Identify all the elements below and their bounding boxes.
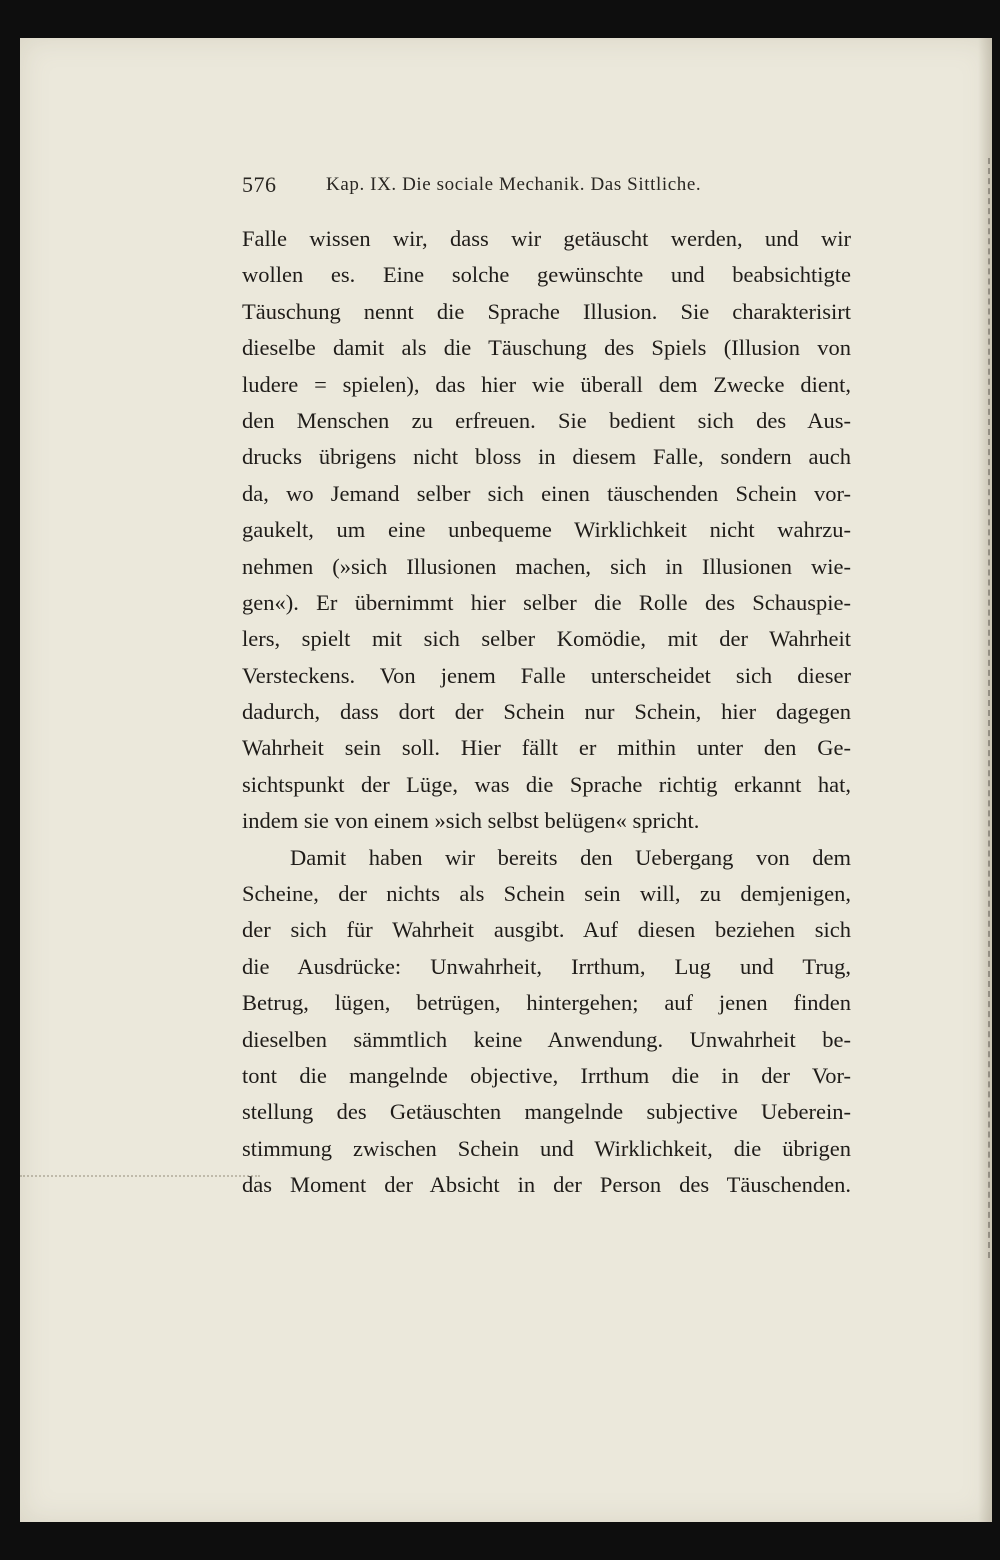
text-line: Scheine, der nichts als Schein sein will, zu demjenigen,: [242, 881, 851, 907]
text-line: Damit haben wir bereits den Uebergang von dem: [290, 844, 851, 870]
body-text: [242, 221, 851, 1204]
page-number: 576: [242, 172, 277, 197]
text-line: wollen es. Eine solche gewünschte und beabsichtigte: [242, 262, 851, 288]
text-line: stimmung zwischen Schein und Wirklichkeit, die übrigen: [242, 1135, 851, 1161]
text-line: stellung des Getäuschten mangelnde subjective Ueberein-: [242, 1099, 851, 1125]
text-line: tont die mangelnde objective, Irrthum die in der Vor-: [242, 1062, 851, 1088]
text-line: indem sie von einem »sich selbst belügen« spricht.: [242, 808, 700, 834]
dotted-artifact: [20, 1175, 260, 1179]
chapter-heading: Kap. IX. Die sociale Mechanik. Das Sittliche.: [326, 174, 702, 195]
text-line: drucks übrigens nicht bloss in diesem Falle, sondern auch: [242, 444, 851, 470]
text-line: dieselben sämmtlich keine Anwendung. Unwahrheit be-: [242, 1026, 851, 1052]
text-line: Täuschung nennt die Sprache Illusion. Sie charakterisirt: [242, 298, 851, 324]
binding-marks: [985, 158, 990, 1258]
text-line: der sich für Wahrheit ausgibt. Auf diesen beziehen sich: [242, 917, 851, 943]
text-line: den Menschen zu erfreuen. Sie bedient sich des Aus-: [242, 407, 851, 433]
text-line: das Moment der Absicht in der Person des Täuschenden.: [242, 1172, 851, 1198]
text-line: gaukelt, um eine unbequeme Wirklichkeit nicht wahrzu-: [242, 517, 851, 543]
text-line: da, wo Jemand selber sich einen täuschenden Schein vor-: [242, 480, 851, 506]
text-line: nehmen (»sich Illusionen machen, sich in Illusionen wie-: [242, 553, 851, 579]
text-line: Wahrheit sein soll. Hier fällt er mithin unter den Ge-: [242, 735, 851, 761]
text-line: gen«). Er übernimmt hier selber die Rolle des Schauspie-: [242, 589, 851, 615]
text-line: Falle wissen wir, dass wir getäuscht werden, und wir: [242, 226, 851, 251]
text-line: Versteckens. Von jenem Falle unterscheidet sich dieser: [242, 662, 851, 688]
text-line: dieselbe damit als die Täuschung des Spiels (Illusion von: [242, 335, 851, 361]
text-line: lers, spielt mit sich selber Komödie, mit der Wahrheit: [242, 626, 851, 652]
text-line: dadurch, dass dort der Schein nur Schein, hier dagegen: [242, 699, 851, 725]
running-head: [242, 172, 842, 202]
text-line: Betrug, lügen, betrügen, hintergehen; auf jenen finden: [242, 990, 851, 1016]
text-line: ludere = spielen), das hier wie überall dem Zwecke dient,: [242, 371, 851, 397]
text-line: die Ausdrücke: Unwahrheit, Irrthum, Lug und Trug,: [242, 953, 851, 979]
text-line: sichtspunkt der Lüge, was die Sprache richtig erkannt hat,: [242, 771, 851, 797]
